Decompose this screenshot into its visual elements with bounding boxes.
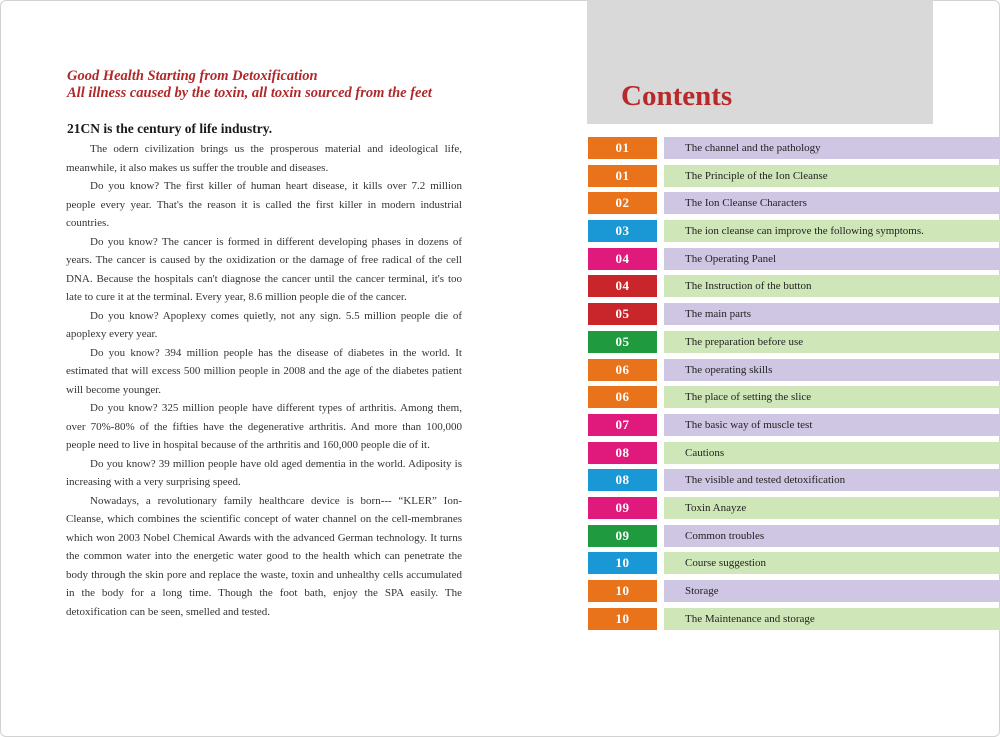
- toc-label: Common troubles: [664, 525, 1000, 547]
- paragraph: The odern civilization brings us the prosperous material and ideological life, meanwhile, it also makes us suffer the trouble and diseases.: [66, 143, 462, 174]
- toc-row[interactable]: [588, 303, 1000, 325]
- paragraph: Do you know? 325 million people have different types of arthritis. Among them, over 70%-80% of the fifties have the degenerative arthritis. And more than 100,000 people need to live in hospital because of the arthritis and 160,000 people die of it.: [66, 402, 462, 451]
- toc-number: 06: [588, 359, 657, 381]
- toc-row[interactable]: [588, 331, 1000, 353]
- toc-label: Toxin Anayze: [664, 497, 1000, 519]
- toc-row[interactable]: [588, 386, 1000, 408]
- toc-row[interactable]: [588, 608, 1000, 630]
- toc-number: 03: [588, 220, 657, 242]
- toc-number: 08: [588, 442, 657, 464]
- toc-label: The ion cleanse can improve the following symptoms.: [664, 220, 1000, 242]
- toc-number: 01: [588, 137, 657, 159]
- toc-number: 02: [588, 192, 657, 214]
- toc-number: 10: [588, 580, 657, 602]
- toc-row[interactable]: [588, 442, 1000, 464]
- table-of-contents: [588, 137, 1000, 635]
- toc-row[interactable]: [588, 552, 1000, 574]
- paragraph: Do you know? 39 million people have old aged dementia in the world. Adiposity is increasing with a very surprising speed.: [66, 457, 462, 488]
- toc-label: Course suggestion: [664, 552, 1000, 574]
- toc-number: 05: [588, 303, 657, 325]
- toc-number: 04: [588, 248, 657, 270]
- toc-number: 04: [588, 275, 657, 297]
- toc-row[interactable]: [588, 580, 1000, 602]
- toc-number: 08: [588, 469, 657, 491]
- paragraph: Do you know? The first killer of human heart disease, it kills over 7.2 million people every year. That's the reason it is called the first killer in modern industrial countries.: [66, 180, 462, 229]
- toc-number: 07: [588, 414, 657, 436]
- intro-title: 21CN is the century of life industry.: [67, 121, 273, 136]
- toc-row[interactable]: [588, 469, 1000, 491]
- toc-label: The operating skills: [664, 359, 1000, 381]
- paragraph: Do you know? 394 million people has the disease of diabetes in the world. It estimated that will excess 500 million people in 2008 and the age of the diabetes patient will become younger.: [66, 346, 462, 396]
- toc-number: 10: [588, 552, 657, 574]
- toc-row[interactable]: [588, 192, 1000, 214]
- toc-row[interactable]: [588, 275, 1000, 297]
- heading-line-2: All illness caused by the toxin, all toxin sourced from the feet: [67, 85, 432, 101]
- toc-row[interactable]: [588, 497, 1000, 519]
- toc-row[interactable]: [588, 359, 1000, 381]
- toc-number: 06: [588, 386, 657, 408]
- toc-label: The preparation before use: [664, 331, 1000, 353]
- toc-label: The Ion Cleanse Characters: [664, 192, 1000, 214]
- toc-number: 10: [588, 608, 657, 630]
- toc-row[interactable]: [588, 137, 1000, 159]
- body-text: [66, 140, 462, 621]
- toc-label: The Principle of the Ion Cleanse: [664, 165, 1000, 187]
- contents-title: Contents: [621, 80, 733, 112]
- toc-label: The basic way of muscle test: [664, 414, 1000, 436]
- toc-label: The main parts: [664, 303, 1000, 325]
- toc-number: 05: [588, 331, 657, 353]
- toc-row[interactable]: [588, 220, 1000, 242]
- toc-row[interactable]: [588, 525, 1000, 547]
- toc-number: 09: [588, 525, 657, 547]
- toc-label: The Maintenance and storage: [664, 608, 1000, 630]
- toc-label: Cautions: [664, 442, 1000, 464]
- heading-line-1: Good Health Starting from Detoxification: [67, 68, 318, 84]
- toc-label: Storage: [664, 580, 1000, 602]
- paragraph: Do you know? Apoplexy comes quietly, not any sign. 5.5 million people die of apoplexy every year.: [66, 309, 462, 340]
- toc-label: The channel and the pathology: [664, 137, 1000, 159]
- paragraph: Nowadays, a revolutionary family healthcare device is born--- “KLER” Ion-Cleanse, which combines the scientific concept of water channel on the cell-membranes which won 2003 Nobel Chemical Awards with the advanced German technology. It turns the common water into the energetic water good to the health which can penetrate the body through the skin pore and replace the waste, toxin and unhealthy cells accumulated in the body for a long time. Though the foot bath, enjoy the SPA easily. The detoxification can be seen, smelled and tested.: [66, 494, 462, 618]
- toc-number: 01: [588, 165, 657, 187]
- toc-label: The place of setting the slice: [664, 386, 1000, 408]
- toc-row[interactable]: [588, 165, 1000, 187]
- contents-header-box: [587, 0, 933, 124]
- toc-label: The visible and tested detoxification: [664, 469, 1000, 491]
- toc-label: The Instruction of the button: [664, 275, 1000, 297]
- toc-row[interactable]: [588, 248, 1000, 270]
- paragraph: Do you know? The cancer is formed in different developing phases in dozens of years. The cancer is caused by the oxidization or the damage of free radical of the cell DNA. Because the hospitals can't diagnose the cancer until the cancer terminal, it's too late to cure it at the terminal. Every year, 8.6 million people die of the cancer.: [66, 235, 462, 303]
- toc-row[interactable]: [588, 414, 1000, 436]
- toc-number: 09: [588, 497, 657, 519]
- toc-label: The Operating Panel: [664, 248, 1000, 270]
